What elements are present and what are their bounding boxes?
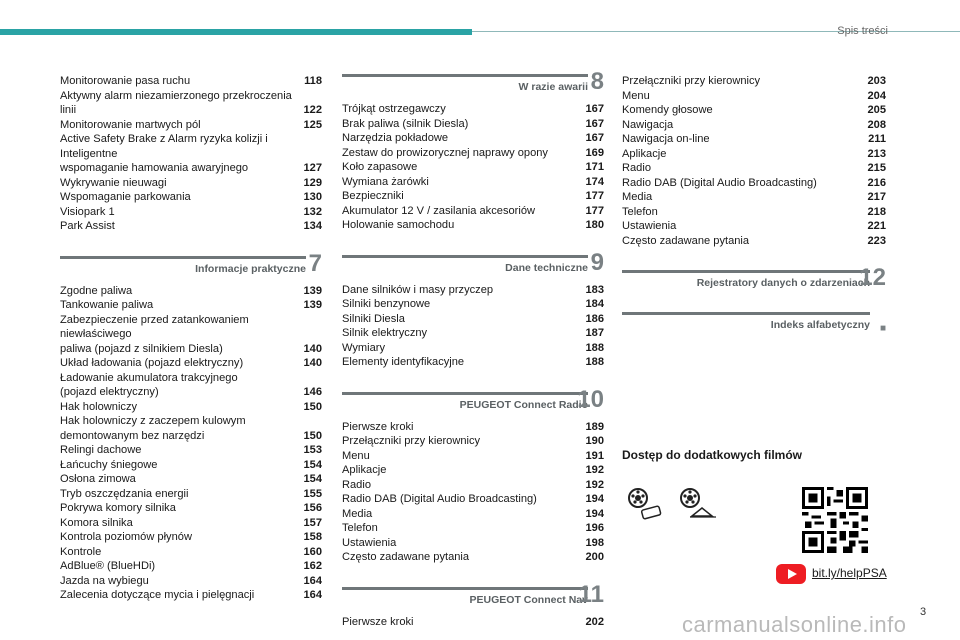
toc-entry[interactable]: [60, 298, 322, 313]
toc-entry-title: Zabezpieczenie przed zatankowaniem niewłaściwego: [60, 313, 249, 340]
toc-entry-page: 177: [585, 190, 604, 202]
toc-entry[interactable]: [60, 443, 322, 458]
toc-entry[interactable]: [342, 536, 604, 551]
toc-entry-title: demontowanym bez narzędzi: [60, 429, 205, 442]
toc-entry-page: 186: [585, 312, 604, 325]
toc-entry[interactable]: [60, 400, 322, 415]
toc-entry[interactable]: [60, 74, 322, 89]
section-number: 11: [578, 580, 604, 608]
toc-entry-page: 167: [585, 103, 604, 115]
section-title: Informacje praktyczne: [195, 262, 306, 275]
toc-entry[interactable]: [622, 103, 886, 118]
toc-entry[interactable]: [60, 371, 322, 386]
toc-entry[interactable]: [342, 492, 604, 507]
wheel-tool-icon: [626, 486, 666, 522]
toc-entry[interactable]: [342, 463, 604, 478]
toc-entry[interactable]: [60, 574, 322, 589]
toc-entry-title: Silniki benzynowe: [342, 298, 431, 310]
toc-entry-page: 164: [303, 589, 322, 601]
toc-entry-page: 167: [585, 117, 604, 130]
toc-entry[interactable]: [342, 102, 604, 117]
toc-entry[interactable]: [60, 176, 322, 191]
toc-entry-title: Wykrywanie nieuwagi: [60, 176, 167, 189]
toc-entry[interactable]: [60, 516, 322, 531]
qr-code-icon[interactable]: [802, 487, 868, 553]
toc-entry-title: Ładowanie akumulatora trakcyjnego: [60, 371, 238, 384]
toc-entry-title: Radio DAB (Digital Audio Broadcasting): [622, 176, 817, 189]
toc-entry-page: 162: [303, 560, 322, 572]
toc-entry-title: Visiopark 1: [60, 205, 115, 218]
toc-entry-page: 194: [585, 493, 604, 505]
section-title: Indeks alfabetyczny: [770, 319, 870, 331]
toc-entry-page: 177: [585, 204, 604, 217]
toc-entry-page: 196: [585, 522, 604, 534]
toc-entry[interactable]: [342, 449, 604, 464]
toc-entry-title: Menu: [622, 89, 650, 102]
toc-column-1: [60, 74, 322, 603]
toc-entry-title: Holowanie samochodu: [342, 219, 455, 231]
watermark: carmanualsonline.info: [682, 612, 907, 637]
toc-column-2: [342, 66, 604, 629]
section-header-7: [60, 248, 322, 284]
toc-entry[interactable]: [60, 161, 322, 176]
toc-entry[interactable]: [60, 530, 322, 545]
toc-entry-page: 164: [303, 574, 322, 587]
toc-entry-page: 154: [303, 458, 322, 471]
page-title: Spis treści: [837, 25, 888, 37]
section-header-12: [622, 262, 886, 298]
toc-entry[interactable]: [60, 472, 322, 487]
toc-entry[interactable]: [622, 190, 886, 205]
toc-entry-title: Pierwsze kroki: [342, 615, 414, 628]
section-header-9: [342, 247, 604, 283]
toc-entry[interactable]: [342, 355, 604, 370]
toc-entry-title: Kontrole: [60, 545, 102, 558]
section-header-index: [622, 304, 886, 340]
toc-entry-title: Narzędzia pokładowe: [342, 132, 449, 144]
toc-entry-page: 203: [867, 75, 886, 87]
toc-entry-title: Radio DAB (Digital Audio Broadcasting): [342, 493, 537, 505]
toc-entry-page: 190: [585, 435, 604, 447]
toc-entry[interactable]: [342, 160, 604, 175]
toc-entry-title: Dane silników i masy przyczep: [342, 283, 494, 296]
toc-entry[interactable]: [342, 434, 604, 449]
toc-entry[interactable]: [622, 176, 886, 191]
toc-entry-title: (pojazd elektryczny): [60, 386, 159, 398]
section-number: 7: [308, 249, 322, 277]
section-title: PEUGEOT Connect Nav: [469, 593, 588, 606]
toc-list: [342, 420, 604, 565]
toc-column-3: [622, 74, 886, 340]
toc-entry-title: Park Assist: [60, 220, 115, 232]
toc-entry[interactable]: [60, 284, 322, 299]
toc-entry[interactable]: [342, 341, 604, 356]
header-accent-bar: [0, 29, 472, 35]
toc-entry[interactable]: [622, 118, 886, 133]
section-number: ■: [879, 323, 886, 334]
toc-entry[interactable]: [342, 507, 604, 522]
toc-entry-title: Wspomaganie parkowania: [60, 191, 191, 203]
toc-entry[interactable]: [342, 312, 604, 327]
toc-entry-page: 154: [303, 473, 322, 485]
toc-entry-page: 202: [585, 615, 604, 628]
toc-entry-page: 157: [303, 516, 322, 529]
toc-entry-title: Często zadawane pytania: [342, 551, 470, 563]
toc-entry[interactable]: [60, 559, 322, 574]
wheel-jack-icon: [678, 486, 718, 522]
toc-entry-page: 211: [868, 133, 886, 145]
section-title: W razie awarii: [518, 81, 588, 93]
toc-entry[interactable]: [342, 326, 604, 341]
toc-entry-page: 204: [867, 89, 886, 102]
toc-entry-title: Tankowanie paliwa: [60, 299, 154, 311]
toc-entry-page: 180: [585, 219, 604, 231]
toc-entry[interactable]: [342, 131, 604, 146]
section-header-8: [342, 66, 604, 102]
toc-entry-page: 118: [304, 75, 322, 87]
toc-entry[interactable]: [342, 420, 604, 435]
page-number: 3: [920, 606, 927, 618]
toc-entry-page: 217: [867, 191, 886, 203]
toc-entry-page: 160: [303, 545, 322, 558]
toc-entry-page: 192: [585, 464, 604, 476]
toc-entry[interactable]: [60, 545, 322, 560]
toc-list: [60, 74, 322, 234]
toc-entry-page: 150: [303, 429, 322, 442]
toc-entry[interactable]: [342, 204, 604, 219]
toc-entry-title: wspomaganie hamowania awaryjnego: [60, 162, 249, 174]
toc-entry-title: Bezpieczniki: [342, 190, 404, 202]
toc-entry-title: Telefon: [622, 205, 658, 218]
toc-entry-page: 188: [585, 341, 604, 354]
toc-entry[interactable]: [622, 219, 886, 234]
toc-entry-title: Silniki Diesla: [342, 312, 405, 325]
toc-entry-title: Jazda na wybiegu: [60, 574, 149, 587]
toc-entry-page: 189: [585, 420, 604, 433]
section-title: PEUGEOT Connect Radio: [459, 398, 588, 411]
toc-entry-title: Tryb oszczędzania energii: [60, 487, 189, 500]
toc-entry[interactable]: [342, 218, 604, 233]
toc-entry-title: Zestaw do prowizorycznej naprawy opony: [342, 146, 548, 159]
toc-entry[interactable]: [60, 132, 322, 161]
toc-entry-page: 122: [303, 104, 322, 116]
toc-entry[interactable]: [622, 161, 886, 176]
toc-entry-title: Przełączniki przy kierownicy: [622, 75, 761, 87]
toc-entry[interactable]: [342, 521, 604, 536]
toc-entry[interactable]: [60, 205, 322, 220]
toc-entry[interactable]: [60, 487, 322, 502]
toc-entry[interactable]: [60, 385, 322, 400]
toc-entry[interactable]: [60, 190, 322, 205]
toc-entry-page: 139: [303, 284, 322, 297]
videos-heading: Dostęp do dodatkowych filmów: [622, 448, 803, 462]
toc-entry-title: Media: [622, 191, 653, 203]
toc-entry-page: 171: [585, 161, 604, 173]
toc-entry-title: Wymiana żarówki: [342, 175, 429, 188]
toc-entry-page: 129: [303, 176, 322, 189]
toc-entry-title: Monitorowanie martwych pól: [60, 118, 201, 131]
toc-entry-title: Akumulator 12 V / zasilania akcesoriów: [342, 204, 535, 217]
toc-entry-title: Radio: [622, 162, 651, 174]
toc-entry[interactable]: [60, 89, 322, 118]
toc-entry[interactable]: [60, 356, 322, 371]
toc-entry-page: 132: [303, 205, 322, 218]
toc-entry-page: 158: [303, 531, 322, 543]
toc-entry-title: AdBlue® (BlueHDi): [60, 560, 156, 572]
toc-entry[interactable]: [342, 189, 604, 204]
section-title: Dane techniczne: [505, 261, 588, 274]
toc-entry-title: Przełączniki przy kierownicy: [342, 435, 481, 447]
toc-entry-page: 187: [585, 327, 604, 339]
toc-entry[interactable]: [60, 219, 322, 234]
toc-entry-title: Osłona zimowa: [60, 473, 136, 485]
toc-entry-title: Monitorowanie pasa ruchu: [60, 75, 191, 87]
toc-entry[interactable]: [622, 147, 886, 162]
toc-entry-title: Relingi dachowe: [60, 444, 142, 456]
toc-entry-title: Zgodne paliwa: [60, 284, 133, 297]
toc-entry[interactable]: [622, 234, 886, 249]
section-number: 10: [577, 385, 604, 413]
toc-entry-title: Radio: [342, 478, 371, 491]
toc-entry-page: 174: [585, 175, 604, 188]
toc-entry-page: 191: [585, 449, 604, 462]
toc-entry-page: 156: [303, 502, 322, 514]
toc-entry[interactable]: [622, 74, 886, 89]
toc-entry[interactable]: [342, 615, 604, 630]
toc-entry-page: 127: [303, 162, 322, 174]
toc-entry-title: Hak holowniczy z zaczepem kulowym: [60, 415, 246, 427]
toc-entry-page: 216: [867, 176, 886, 189]
toc-entry[interactable]: [60, 588, 322, 603]
help-link[interactable]: bit.ly/helpPSA: [812, 566, 887, 580]
toc-entry[interactable]: [342, 117, 604, 132]
toc-entry-title: Często zadawane pytania: [622, 234, 750, 247]
toc-entry-title: Brak paliwa (silnik Diesla): [342, 117, 469, 130]
toc-entry-title: Pokrywa komory silnika: [60, 502, 176, 514]
toc-entry-page: 192: [585, 478, 604, 491]
toc-entry-page: 200: [585, 551, 604, 563]
toc-entry[interactable]: [342, 297, 604, 312]
toc-entry-page: 213: [867, 147, 886, 160]
toc-entry-page: 221: [867, 220, 886, 232]
toc-entry[interactable]: [60, 458, 322, 473]
toc-entry-title: Pierwsze kroki: [342, 420, 414, 433]
toc-entry-page: 218: [867, 205, 886, 218]
toc-entry-page: 223: [867, 234, 886, 247]
toc-entry[interactable]: [60, 501, 322, 516]
toc-entry[interactable]: [342, 146, 604, 161]
toc-entry-page: 139: [303, 299, 322, 311]
toc-entry-title: Wymiary: [342, 341, 386, 354]
toc-entry[interactable]: [342, 283, 604, 298]
section-number: 9: [590, 248, 604, 276]
section-header-10: [342, 384, 604, 420]
toc-entry-title: Elementy identyfikacyjne: [342, 356, 465, 368]
toc-entry-title: Ustawienia: [342, 536, 397, 549]
toc-entry-title: Koło zapasowe: [342, 161, 418, 173]
toc-entry-page: 150: [303, 400, 322, 413]
toc-entry-page: 140: [303, 357, 322, 369]
toc-list: [342, 102, 604, 233]
toc-entry-title: Ustawienia: [622, 220, 677, 232]
section-number: 8: [590, 68, 604, 95]
toc-entry[interactable]: [622, 89, 886, 104]
toc-entry-title: Komora silnika: [60, 516, 133, 529]
toc-entry-title: Telefon: [342, 522, 378, 534]
section-title: Rejestratory danych o zdarzeniach: [696, 277, 870, 289]
toc-entry-title: paliwa (pojazd z silnikiem Diesla): [60, 342, 223, 355]
toc-entry[interactable]: [342, 478, 604, 493]
toc-entry-title: Aktywny alarm niezamierzonego przekroczenia linii: [60, 89, 292, 116]
toc-entry-title: Łańcuchy śniegowe: [60, 458, 158, 471]
toc-entry-page: 188: [585, 356, 604, 368]
toc-entry-title: Menu: [342, 449, 370, 462]
toc-entry-title: Media: [342, 507, 373, 520]
toc-entry-title: Silnik elektryczny: [342, 327, 428, 339]
toc-entry-page: 125: [303, 118, 322, 131]
toc-entry-title: Zalecenia dotyczące mycia i pielęgnacji: [60, 589, 255, 601]
toc-entry-page: 205: [867, 104, 886, 116]
toc-entry-page: 130: [303, 191, 322, 203]
toc-entry-title: Układ ładowania (pojazd elektryczny): [60, 357, 244, 369]
toc-entry-page: 146: [303, 386, 322, 398]
toc-entry-title: Active Safety Brake z Alarm ryzyka kolizji i Inteligentne: [60, 133, 268, 160]
toc-entry-page: 208: [867, 118, 886, 131]
toc-entry-page: 169: [585, 146, 604, 159]
toc-list: [622, 74, 886, 248]
toc-entry[interactable]: [60, 118, 322, 133]
toc-entry-page: 194: [585, 507, 604, 520]
toc-entry-page: 155: [303, 487, 322, 500]
toc-entry-page: 198: [585, 536, 604, 549]
toc-entry-title: Komendy głosowe: [622, 104, 713, 116]
toc-entry-page: 167: [585, 132, 604, 144]
toc-entry-title: Nawigacja: [622, 118, 674, 131]
toc-entry[interactable]: [342, 175, 604, 190]
toc-entry-title: Hak holowniczy: [60, 400, 138, 413]
toc-entry[interactable]: [60, 313, 322, 342]
toc-entry-page: 134: [303, 220, 322, 232]
toc-entry-title: Trójkąt ostrzegawczy: [342, 103, 446, 115]
toc-entry-page: 140: [303, 342, 322, 355]
toc-entry-page: 184: [585, 298, 604, 310]
section-header-11: [342, 579, 604, 615]
toc-list: [60, 284, 322, 603]
toc-list: [342, 615, 604, 630]
toc-entry[interactable]: [342, 550, 604, 565]
toc-entry[interactable]: [622, 205, 886, 220]
youtube-icon[interactable]: [776, 564, 806, 584]
toc-entry-page: 183: [585, 283, 604, 296]
toc-entry-page: 153: [303, 444, 322, 456]
toc-entry[interactable]: [60, 414, 322, 429]
toc-entry[interactable]: [622, 132, 886, 147]
section-number: 12: [859, 264, 886, 291]
toc-entry-title: Aplikacje: [342, 464, 387, 476]
toc-entry[interactable]: [60, 342, 322, 357]
toc-entry[interactable]: [60, 429, 322, 444]
toc-entry-title: Nawigacja on-line: [622, 133, 710, 145]
toc-list: [342, 283, 604, 370]
toc-entry-page: 215: [867, 162, 886, 174]
toc-entry-title: Kontrola poziomów płynów: [60, 531, 192, 543]
toc-entry-title: Aplikacje: [622, 147, 667, 160]
